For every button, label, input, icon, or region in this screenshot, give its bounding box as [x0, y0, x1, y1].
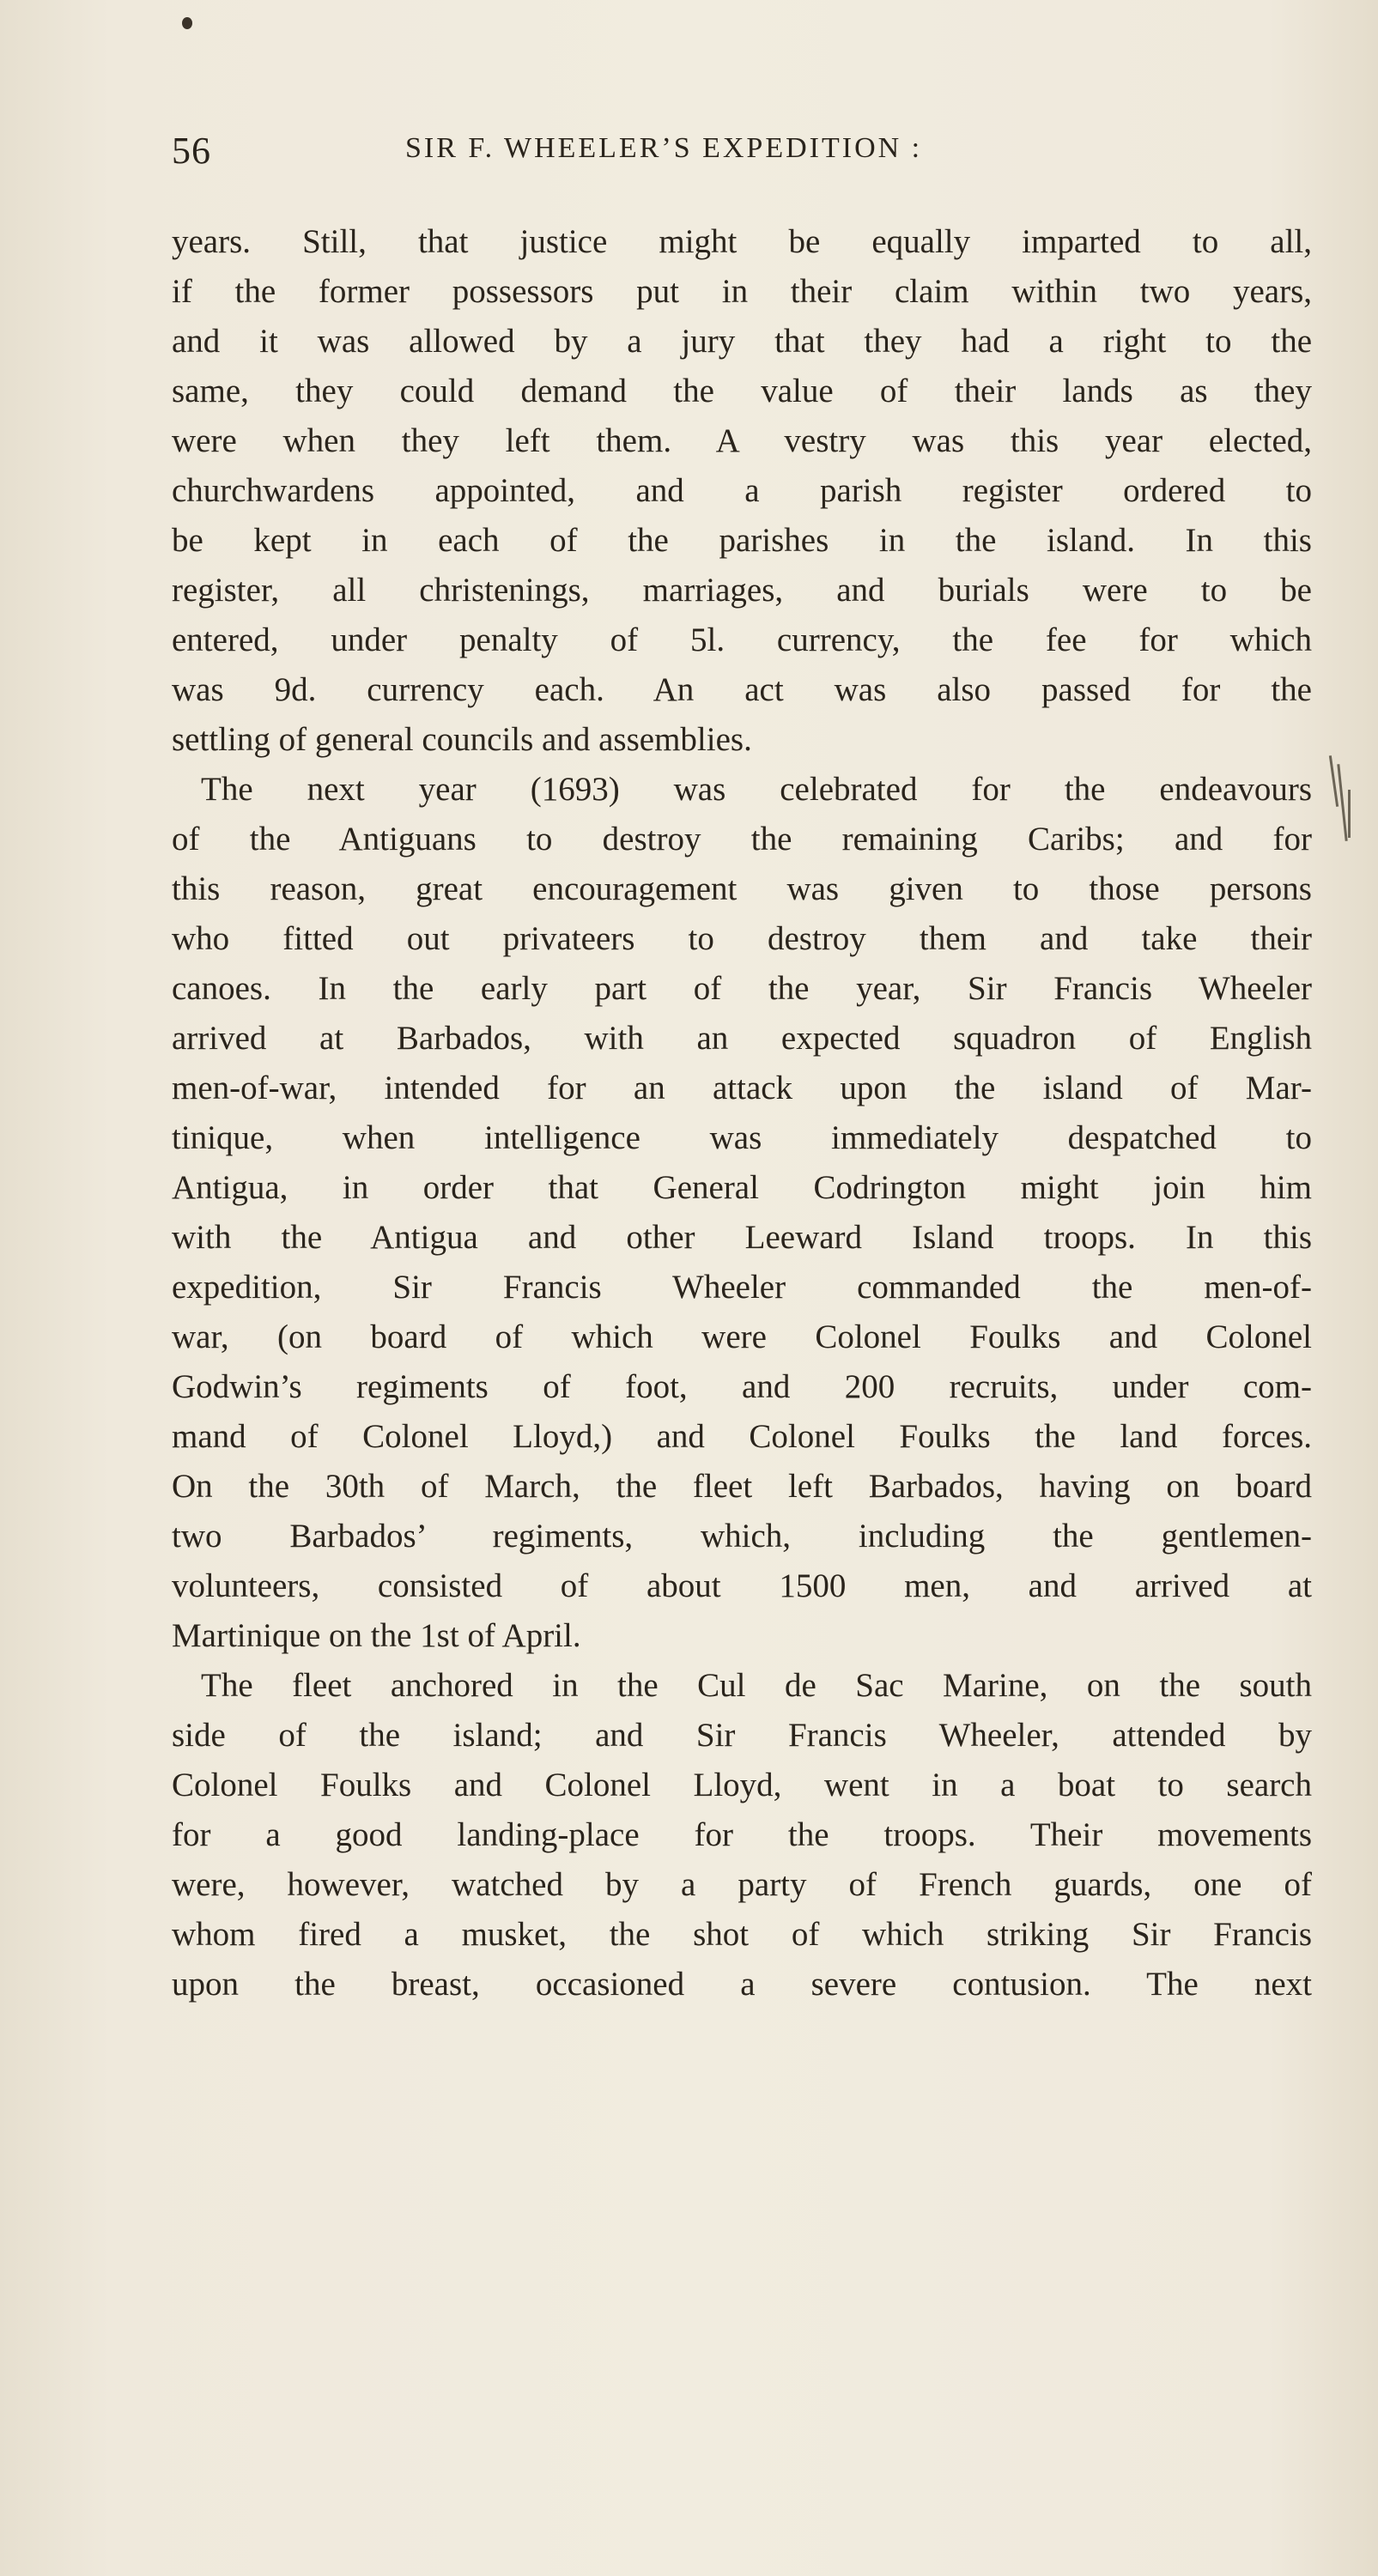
text-line: volunteers, consisted of about 1500 men, and arrived at — [172, 1567, 1312, 1604]
text-line: On the 30th of March, the fleet left Barbados, having on board — [172, 1468, 1312, 1505]
text-line: war, (on board of which were Colonel Foulks and Colonel — [172, 1318, 1312, 1355]
text-line: upon the breast, occasioned a severe contusion. The next — [172, 1966, 1312, 2003]
text-line: expedition, Sir Francis Wheeler commanded the men-of- — [172, 1269, 1312, 1306]
text-line: be kept in each of the parishes in the island. In this — [172, 522, 1312, 559]
text-line: Martinique on the 1st of April. — [172, 1617, 581, 1654]
text-line: register, all christenings, marriages, and burials were to be — [172, 572, 1312, 609]
text-line: years. Still, that justice might be equally imparted to all, — [172, 223, 1312, 260]
text-line: Antigua, in order that General Codrington might join him — [172, 1169, 1312, 1206]
text-line: side of the island; and Sir Francis Wheeler, attended by — [172, 1717, 1312, 1754]
margin-pencil-mark — [1329, 755, 1355, 841]
text-line: was 9d. currency each. An act was also passed for the — [172, 671, 1312, 708]
text-line: for a good landing-place for the troops. Their movements — [172, 1816, 1312, 1853]
text-line: The next year (1693) was celebrated for the endeavours — [201, 771, 1312, 808]
text-line: two Barbados’ regiments, which, including the gentlemen- — [172, 1518, 1312, 1555]
text-line: and it was allowed by a jury that they had a right to the — [172, 323, 1312, 360]
text-line: Godwin’s regiments of foot, and 200 recruits, under com- — [172, 1368, 1312, 1405]
text-line: Colonel Foulks and Colonel Lloyd, went in a boat to search — [172, 1767, 1312, 1803]
text-line: The fleet anchored in the Cul de Sac Marine, on the south — [201, 1667, 1312, 1704]
page-number: 56 — [172, 130, 211, 172]
running-head: SIR F. WHEELER’S EXPEDITION : — [405, 132, 923, 164]
text-line: tinique, when intelligence was immediately despatched to — [172, 1119, 1312, 1156]
text-line: with the Antigua and other Leeward Island troops. In this — [172, 1219, 1312, 1256]
body-text — [172, 217, 1312, 2009]
text-line: were, however, watched by a party of French guards, one of — [172, 1866, 1312, 1903]
text-line: whom fired a musket, the shot of which striking Sir Francis — [172, 1916, 1312, 1953]
text-line: settling of general councils and assemblies. — [172, 721, 752, 758]
text-line: who fitted out privateers to destroy them and take their — [172, 920, 1312, 957]
text-line: arrived at Barbados, with an expected squadron of English — [172, 1020, 1312, 1057]
text-line: canoes. In the early part of the year, Sir Francis Wheeler — [172, 970, 1312, 1007]
text-line: mand of Colonel Lloyd,) and Colonel Foulks the land forces. — [172, 1418, 1312, 1455]
page-header — [0, 129, 1378, 180]
text-line: if the former possessors put in their claim within two years, — [172, 273, 1312, 310]
text-line: were when they left them. A vestry was this year elected, — [172, 422, 1312, 459]
text-line: men-of-war, intended for an attack upon the island of Mar- — [172, 1070, 1312, 1106]
text-line: entered, under penalty of 5l. currency, the fee for which — [172, 621, 1312, 658]
text-line: churchwardens appointed, and a parish register ordered to — [172, 472, 1312, 509]
text-line: same, they could demand the value of their lands as they — [172, 373, 1312, 409]
text-line: this reason, great encouragement was given to those persons — [172, 870, 1312, 907]
text-line: of the Antiguans to destroy the remaining Caribs; and for — [172, 821, 1312, 858]
ink-spot — [182, 17, 192, 29]
